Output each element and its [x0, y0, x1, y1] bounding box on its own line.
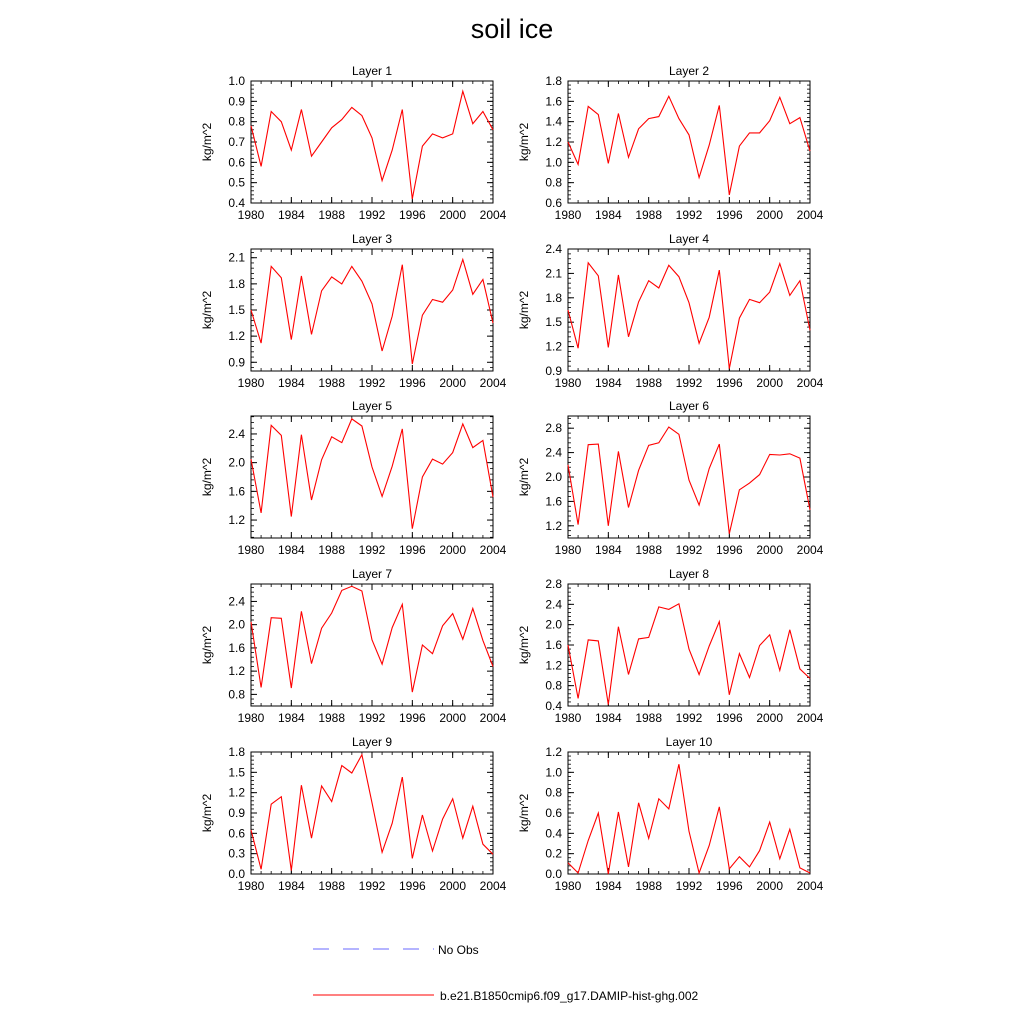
y-tick-label: 1.6: [228, 640, 245, 655]
x-tick-label: 1980: [237, 543, 265, 557]
y-tick-label: 0.8: [228, 687, 245, 702]
x-tick-label: 2004: [479, 376, 507, 390]
y-tick-label: 1.8: [545, 290, 562, 305]
x-tick-label: 2004: [479, 208, 507, 222]
y-tick-label: 1.8: [228, 745, 245, 759]
x-tick-label: 1984: [594, 543, 622, 557]
panel-title: Layer 4: [668, 232, 710, 246]
y-tick-label: 2.4: [545, 597, 562, 612]
x-tick-label: 1988: [318, 543, 346, 557]
y-axis-label: kg/m^2: [200, 793, 214, 833]
y-tick-label: 1.2: [545, 518, 562, 533]
series-line: [251, 755, 493, 871]
y-tick-label: 2.4: [545, 445, 562, 460]
y-tick-label: 1.6: [545, 638, 562, 652]
x-tick-label: 2000: [756, 879, 784, 893]
plot-frame: [251, 416, 493, 538]
series-line: [568, 764, 810, 874]
y-tick-label: 1.6: [545, 494, 562, 509]
x-tick-label: 2004: [796, 879, 824, 893]
y-tick-label: 0.6: [228, 155, 245, 170]
y-axis-label: kg/m^2: [517, 793, 531, 833]
plot-frame: [251, 584, 493, 706]
y-tick-label: 2.8: [545, 577, 562, 591]
y-tick-label: 0.6: [228, 826, 245, 841]
panel-title: Layer 1: [351, 64, 393, 78]
y-tick-label: 2.4: [228, 594, 245, 609]
x-tick-label: 1984: [594, 208, 622, 222]
x-tick-label: 1988: [318, 208, 346, 222]
y-tick-label: 0.9: [228, 806, 245, 820]
x-tick-label: 1988: [635, 711, 663, 725]
x-tick-label: 1996: [715, 208, 743, 222]
y-axis-label: kg/m^2: [200, 122, 214, 162]
x-tick-label: 2000: [756, 376, 784, 390]
x-tick-label: 2004: [796, 208, 824, 222]
x-tick-label: 2000: [439, 208, 467, 222]
series-line: [568, 604, 810, 705]
y-tick-label: 0.8: [228, 114, 245, 129]
x-tick-label: 1996: [715, 879, 743, 893]
y-axis-label: kg/m^2: [200, 290, 214, 330]
y-tick-label: 0.5: [228, 175, 245, 190]
plot-frame: [568, 249, 810, 371]
x-tick-label: 2000: [756, 543, 784, 557]
x-tick-label: 1992: [358, 376, 386, 390]
x-tick-label: 1980: [237, 711, 265, 725]
x-tick-label: 1980: [554, 376, 582, 390]
y-tick-label: 1.2: [228, 329, 245, 344]
x-tick-label: 1980: [554, 711, 582, 725]
x-tick-label: 1984: [277, 543, 305, 557]
y-tick-label: 1.2: [545, 745, 562, 759]
y-tick-label: 0.4: [545, 826, 562, 841]
x-tick-label: 1992: [675, 208, 703, 222]
series-line: [568, 96, 810, 195]
y-tick-label: 1.5: [228, 765, 245, 780]
x-tick-label: 1980: [237, 879, 265, 893]
y-tick-label: 0.6: [545, 806, 562, 820]
x-tick-label: 2000: [439, 376, 467, 390]
x-tick-label: 1984: [277, 879, 305, 893]
panel-title: Layer 5: [351, 399, 393, 413]
x-tick-label: 1992: [675, 879, 703, 893]
x-tick-label: 1988: [635, 208, 663, 222]
y-tick-label: 2.0: [228, 617, 245, 632]
y-tick-label: 0.9: [228, 94, 245, 109]
series-line: [251, 586, 493, 692]
y-tick-label: 0.8: [545, 785, 562, 800]
y-tick-label: 2.0: [545, 617, 562, 632]
x-tick-label: 1984: [277, 208, 305, 222]
panel-title: Layer 8: [668, 567, 710, 581]
y-tick-label: 0.2: [545, 846, 562, 861]
plot-frame: [568, 584, 810, 706]
x-tick-label: 2004: [796, 711, 824, 725]
x-tick-label: 2000: [756, 711, 784, 725]
x-tick-label: 1980: [237, 208, 265, 222]
panel-title: Layer 3: [351, 232, 393, 246]
x-tick-label: 1984: [277, 376, 305, 390]
series-line: [251, 419, 493, 529]
series-line: [568, 427, 810, 534]
panel-title: Layer 10: [665, 735, 713, 749]
x-tick-label: 1996: [715, 376, 743, 390]
y-tick-label: 1.6: [228, 484, 245, 499]
x-tick-label: 2004: [479, 879, 507, 893]
x-tick-label: 1996: [398, 543, 426, 557]
y-tick-label: 0.3: [228, 846, 245, 861]
y-tick-label: 1.6: [545, 94, 562, 109]
x-tick-label: 2000: [756, 208, 784, 222]
x-tick-label: 1988: [318, 711, 346, 725]
plot-frame: [251, 81, 493, 203]
x-tick-label: 2000: [439, 543, 467, 557]
y-tick-label: 2.1: [228, 250, 245, 265]
x-tick-label: 2004: [479, 543, 507, 557]
y-tick-label: 1.2: [545, 658, 562, 673]
plot-frame: [251, 249, 493, 371]
y-tick-label: 2.1: [545, 266, 562, 281]
plot-frame: [568, 752, 810, 874]
x-tick-label: 1996: [398, 208, 426, 222]
x-tick-label: 1992: [675, 376, 703, 390]
y-axis-label: kg/m^2: [517, 457, 531, 497]
y-tick-label: 0.4: [228, 196, 245, 210]
panel-title: Layer 7: [351, 567, 393, 581]
y-tick-label: 1.2: [545, 339, 562, 354]
y-tick-label: 1.2: [545, 135, 562, 149]
y-tick-label: 2.4: [545, 242, 562, 256]
y-tick-label: 1.5: [545, 315, 562, 330]
y-axis-label: kg/m^2: [200, 625, 214, 665]
y-tick-label: 0.8: [545, 678, 562, 693]
x-tick-label: 1992: [358, 879, 386, 893]
x-tick-label: 1980: [554, 543, 582, 557]
x-tick-label: 1996: [715, 711, 743, 725]
y-tick-label: 1.4: [545, 114, 562, 129]
panel-title: Layer 6: [668, 399, 710, 413]
y-tick-label: 0.0: [545, 867, 562, 881]
x-tick-label: 1984: [277, 711, 305, 725]
y-tick-label: 0.4: [545, 699, 562, 713]
y-axis-label: kg/m^2: [517, 122, 531, 162]
y-tick-label: 1.2: [228, 664, 245, 679]
x-tick-label: 1984: [594, 879, 622, 893]
y-tick-label: 2.8: [545, 421, 562, 436]
x-tick-label: 1992: [358, 711, 386, 725]
y-tick-label: 0.9: [228, 355, 245, 370]
series-line: [251, 260, 493, 365]
x-tick-label: 1992: [358, 208, 386, 222]
y-tick-label: 0.0: [228, 867, 245, 881]
y-tick-label: 0.9: [545, 364, 562, 378]
y-tick-label: 1.2: [228, 513, 245, 528]
y-tick-label: 2.0: [545, 470, 562, 484]
x-tick-label: 1996: [715, 543, 743, 557]
x-tick-label: 1992: [675, 543, 703, 557]
y-tick-label: 0.7: [228, 135, 245, 149]
y-tick-label: 2.4: [228, 426, 245, 441]
x-tick-label: 1988: [635, 879, 663, 893]
x-tick-label: 1996: [398, 376, 426, 390]
x-tick-label: 2004: [796, 543, 824, 557]
x-tick-label: 1984: [594, 376, 622, 390]
legend-model-label: b.e21.B1850cmip6.f09_g17.DAMIP-hist-ghg.002: [440, 989, 699, 1003]
legend-obs-label: No Obs: [438, 943, 479, 957]
y-tick-label: 2.0: [228, 455, 245, 470]
x-tick-label: 1992: [358, 543, 386, 557]
series-line: [568, 263, 810, 369]
x-tick-label: 1988: [318, 879, 346, 893]
panel-title: Layer 2: [668, 64, 710, 78]
y-axis-label: kg/m^2: [517, 290, 531, 330]
y-axis-label: kg/m^2: [200, 457, 214, 497]
panel-title: Layer 9: [351, 735, 393, 749]
y-tick-label: 0.8: [545, 175, 562, 190]
y-tick-label: 1.0: [545, 765, 562, 780]
x-tick-label: 1988: [318, 376, 346, 390]
plot-frame: [568, 416, 810, 538]
x-tick-label: 1980: [554, 208, 582, 222]
x-tick-label: 2000: [439, 711, 467, 725]
x-tick-label: 1984: [594, 711, 622, 725]
y-tick-label: 1.8: [545, 74, 562, 88]
x-tick-label: 1996: [398, 879, 426, 893]
y-tick-label: 1.5: [228, 303, 245, 317]
page-title: soil ice: [470, 14, 554, 44]
series-line: [251, 91, 493, 199]
x-tick-label: 1980: [237, 376, 265, 390]
x-tick-label: 1996: [398, 711, 426, 725]
y-axis-label: kg/m^2: [517, 625, 531, 665]
x-tick-label: 2004: [479, 711, 507, 725]
y-tick-label: 1.0: [545, 155, 562, 170]
x-tick-label: 2004: [796, 376, 824, 390]
x-tick-label: 1988: [635, 376, 663, 390]
x-tick-label: 1992: [675, 711, 703, 725]
y-tick-label: 1.8: [228, 276, 245, 291]
x-tick-label: 2000: [439, 879, 467, 893]
y-tick-label: 0.6: [545, 196, 562, 210]
y-tick-label: 1.0: [228, 74, 245, 88]
y-tick-label: 1.2: [228, 785, 245, 800]
x-tick-label: 1980: [554, 879, 582, 893]
x-tick-label: 1988: [635, 543, 663, 557]
